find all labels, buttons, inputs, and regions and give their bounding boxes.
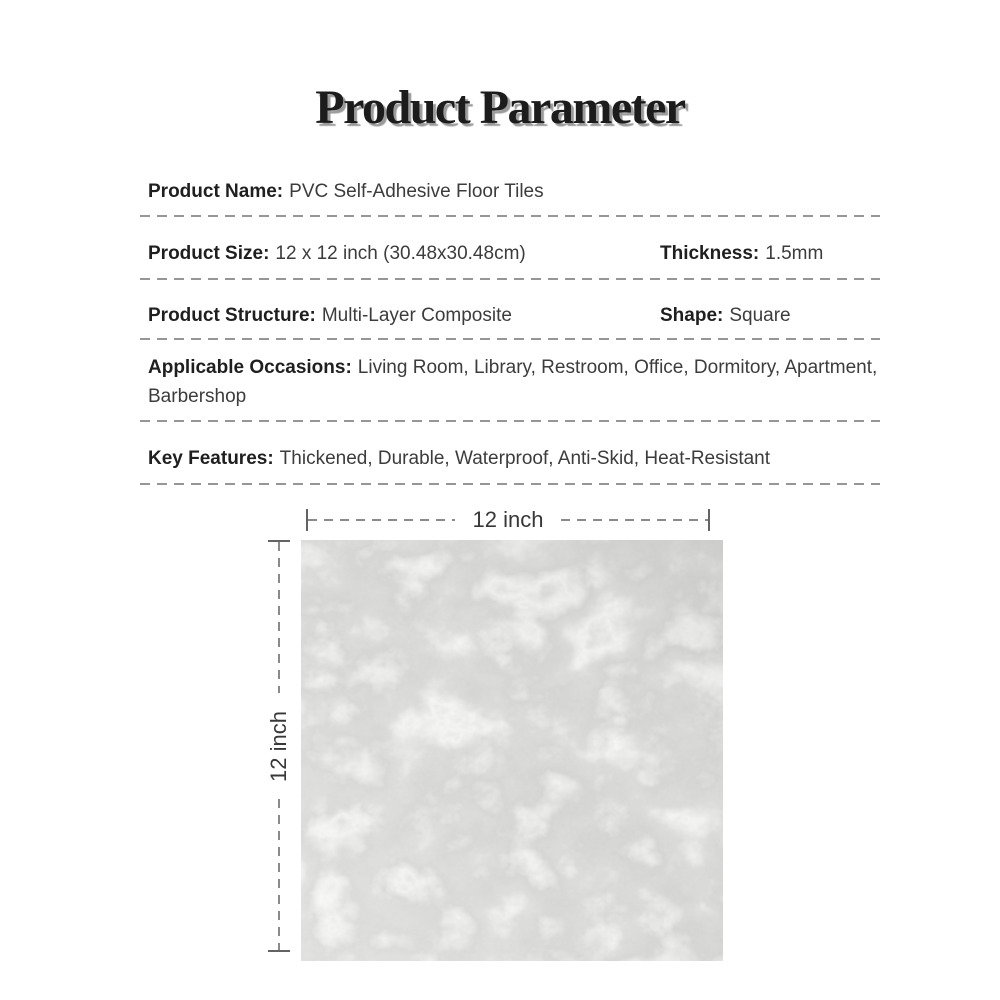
spec-cell-shape xyxy=(660,301,880,330)
spec-label: Thickness: xyxy=(660,243,760,264)
spec-cell-product-structure xyxy=(148,301,660,330)
spec-label: Applicable Occasions: xyxy=(148,357,352,378)
dimension-tick xyxy=(268,950,290,952)
spec-value: Living Room, Library, Restroom, Office, Dormitory, Apartment, Barbershop xyxy=(148,357,878,407)
height-dimension-marker xyxy=(261,540,297,952)
spec-row-applicable-occasions xyxy=(140,340,880,420)
height-dimension-label: 12 inch xyxy=(266,710,291,782)
marble-tile-image xyxy=(301,540,723,961)
dimension-tick xyxy=(708,509,710,531)
spec-row-size-thickness xyxy=(140,217,880,278)
spec-label: Product Name: xyxy=(148,181,284,202)
spec-row-product-name xyxy=(140,170,880,215)
spec-value: PVC Self-Adhesive Floor Tiles xyxy=(289,181,544,202)
spec-value: Thickened, Durable, Waterproof, Anti-Skid, Heat-Resistant xyxy=(279,448,771,469)
dimension-dash xyxy=(278,799,280,950)
width-dimension-marker xyxy=(306,507,710,533)
spec-value: 12 x 12 inch (30.48x30.48cm) xyxy=(275,243,526,264)
dimension-dash xyxy=(278,542,280,693)
spec-table xyxy=(140,170,880,485)
dimension-dash xyxy=(308,519,455,521)
spec-label: Shape: xyxy=(660,305,724,326)
width-dimension-label: 12 inch xyxy=(472,507,544,532)
spec-label: Key Features: xyxy=(148,448,274,469)
spec-cell-product-size xyxy=(148,239,660,268)
dashed-divider xyxy=(140,483,880,485)
spec-value: Square xyxy=(729,305,791,326)
spec-value: Multi-Layer Composite xyxy=(321,305,512,326)
page-title: Product Parameter xyxy=(315,81,685,135)
spec-row-key-features xyxy=(140,422,880,483)
spec-label: Product Size: xyxy=(148,243,270,264)
spec-label: Product Structure: xyxy=(148,305,316,326)
dimension-dash xyxy=(561,519,708,521)
spec-row-structure-shape xyxy=(140,280,880,338)
spec-cell-thickness xyxy=(660,239,880,268)
spec-value: 1.5mm xyxy=(765,243,824,264)
